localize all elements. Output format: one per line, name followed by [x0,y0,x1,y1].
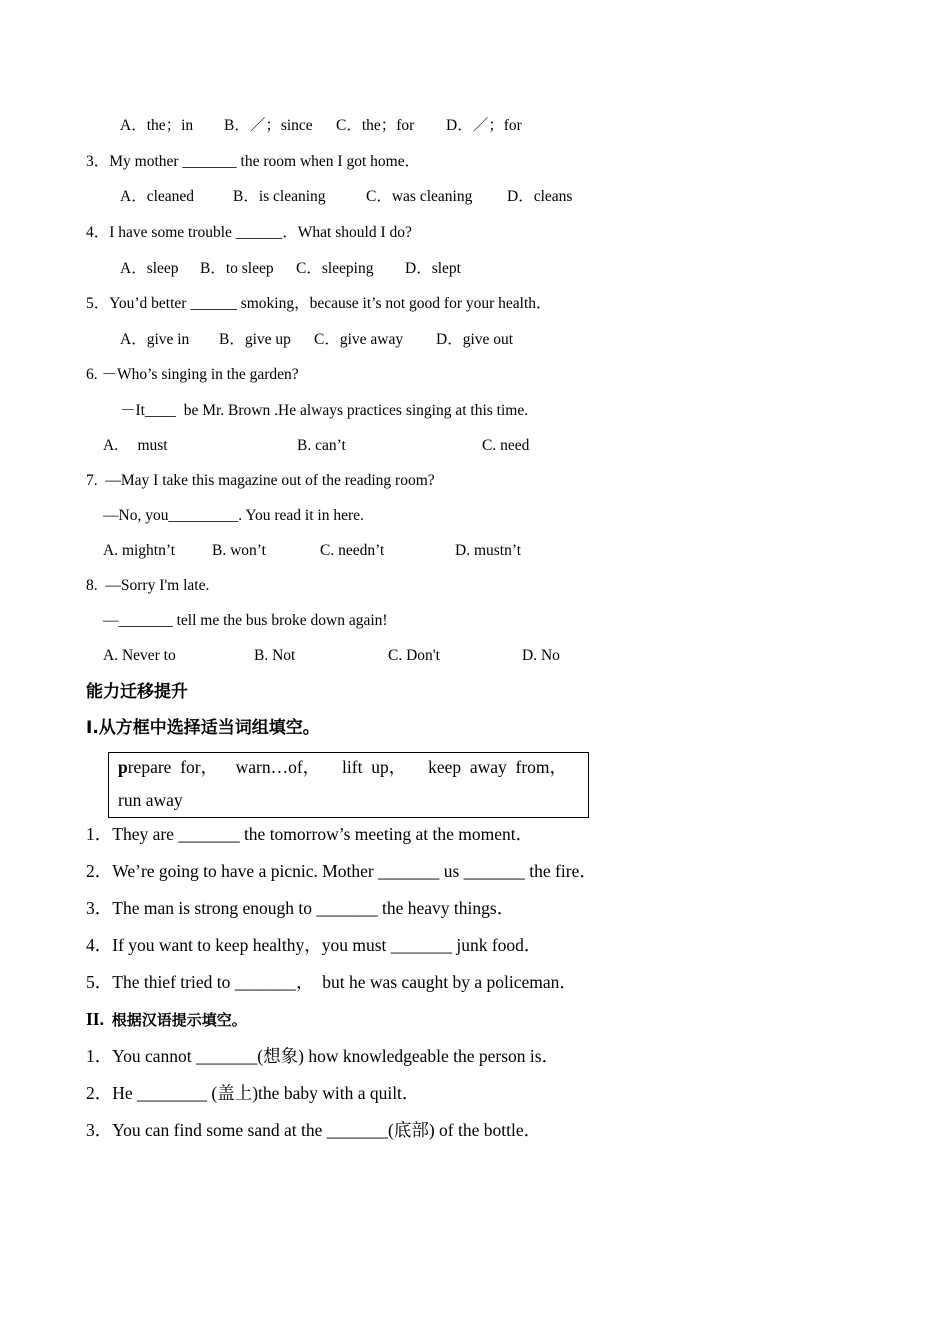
q8-stem: 8. —Sorry I'm late. [86,577,210,594]
q4-option-d: D．slept [405,260,461,277]
section-title: 能力迁移提升 [86,682,188,702]
q2-option-c: C．the；for [336,117,415,134]
word-box-row-1-text: repare for， warn…of， lift up， keep away from， [127,757,568,777]
part2-title: 根据汉语提示填空。 [111,1011,247,1029]
q7-reply: —No, you_________. You read it in here. [103,507,364,524]
q4-option-c: C．sleeping [296,260,374,277]
q3-stem: 3．My mother _______ the room when I got home． [86,153,421,170]
word-box [108,752,589,818]
q3-option-a: A．cleaned [120,188,195,205]
word-box-row-1 [118,756,567,778]
q8-option-a: A. Never to [103,647,176,664]
q7-option-c: C. needn’t [320,542,385,559]
q6-stem: 6. －Who’s singing in the garden? [86,366,299,383]
q8-option-b: B. Not [254,647,296,664]
part1-item-4: 4．If you want to keep healthy，you must _______ junk food． [86,935,542,955]
q5-option-b: B．give up [219,331,291,348]
part2-item-2: 2．He ________ (盖上)the baby with a quilt． [86,1083,420,1103]
word-box-row-2: run away [118,790,183,810]
q6-reply: －It____ be Mr. Brown .He always practices singing at this time. [120,402,529,419]
q4-option-b: B．to sleep [200,260,274,277]
word-box-first-letter: p [118,757,128,777]
part1-item-5: 5．The thief tried to _______， but he was caught by a policeman． [86,972,577,992]
q2-option-d: D．／；for [446,117,522,134]
q2-option-b: B．／；since [224,117,313,134]
q5-option-d: D．give out [436,331,514,348]
q4-stem: 4．I have some trouble ______．What should I do? [86,224,412,241]
q7-option-b: B. won’t [212,542,266,559]
q5-option-a: A．give in [120,331,190,348]
q7-option-d: D. mustn’t [455,542,522,559]
q3-option-b: B．is cleaning [233,188,326,205]
q7-option-a: A. mightn’t [103,542,176,559]
q3-option-c: C．was cleaning [366,188,473,205]
q4-option-a: A．sleep [120,260,179,277]
part1-title: I.从方框中选择适当词组填空。 [86,718,320,738]
part2-heading [86,1008,247,1031]
q6-option-b: B. can’t [297,437,346,454]
q6-option-a: A. must [103,437,168,454]
q8-option-d: D. No [522,647,560,664]
q3-option-d: D．cleans [507,188,573,205]
part2-numeral: II. [86,1009,104,1029]
part1-item-1: 1．They are _______ the tomorrow’s meeting at the moment． [86,824,534,844]
q7-stem: 7. —May I take this magazine out of the reading room? [86,472,435,489]
part2-item-3: 3．You can find some sand at the _______(底部) of the bottle． [86,1120,542,1140]
part1-item-2: 2．We’re going to have a picnic. Mother _______ us _______ the fire． [86,861,597,881]
q5-stem: 5．You’d better ______ smoking，because it’s not good for your health． [86,295,552,312]
q2-option-a: A．the；in [120,117,194,134]
q5-option-c: C．give away [314,331,404,348]
part2-item-1: 1．You cannot _______(想象) how knowledgeable the person is． [86,1046,560,1066]
q8-option-c: C. Don't [388,647,440,664]
part1-item-3: 3．The man is strong enough to _______ the heavy things． [86,898,515,918]
q8-reply: —_______ tell me the bus broke down again! [103,612,388,629]
q6-option-c: C. need [482,437,530,454]
